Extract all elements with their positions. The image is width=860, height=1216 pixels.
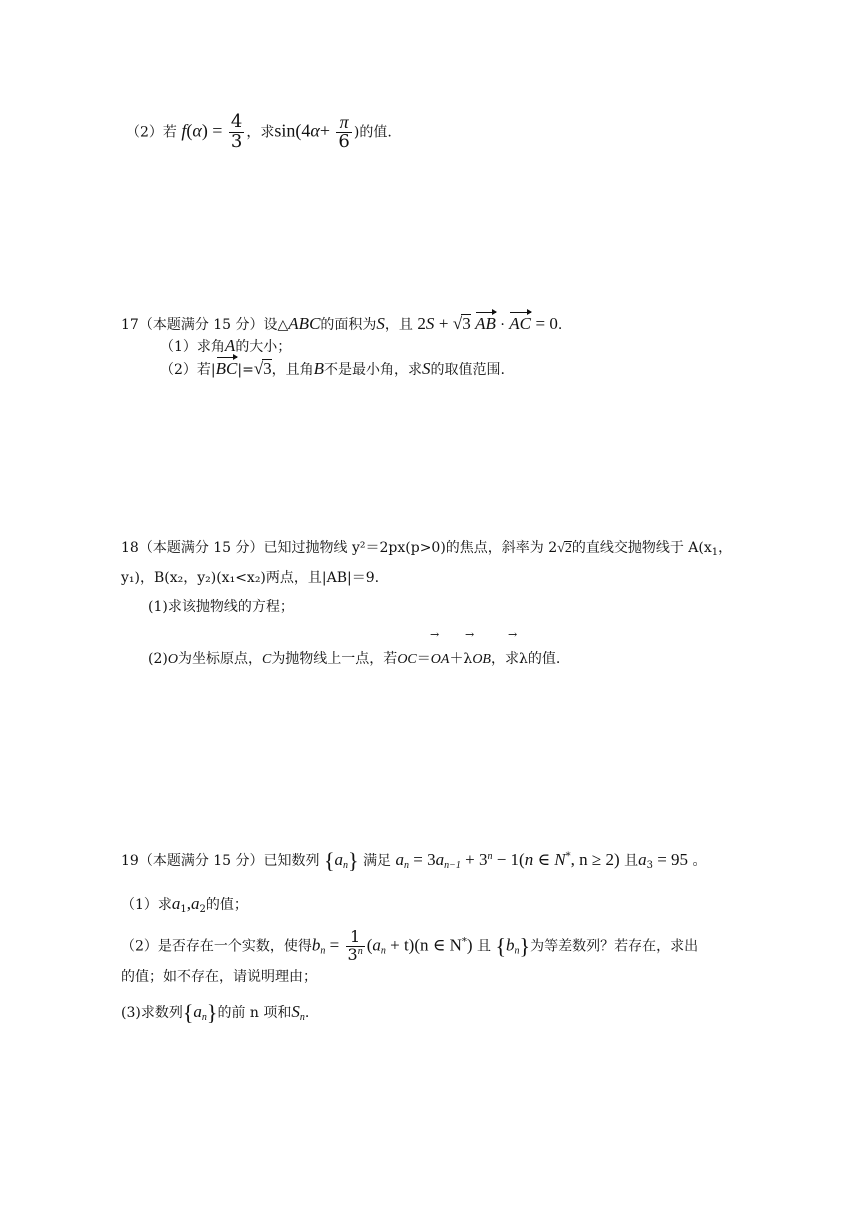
vector-arrow-ob: → <box>508 628 518 641</box>
q19-part2: （2）是否存在一个实数，使得$b_n$ = $\frac{1}{3^n}$ $(a_n + t)(n$ ∈ N*) 且 $\{b_n\}$为等差数列？若存在，求出 <box>121 927 699 964</box>
q19-header: 19（本题满分 15 分）已知数列 $\{a_n\}$ 满足 $a_n = 3a_{n-1} + 3^n - 1(n$ ∈ N*, n ≥ 2) 且$a_3 = 95$ 。 <box>121 848 707 873</box>
vector-arrow-oa: → <box>465 628 475 641</box>
q17-part2: （2）若|BC|=√3，且角B不是最小角，求S的取值范围. <box>160 359 505 378</box>
q18-part2: (2)O为坐标原点，C为抛物线上一点，若OC＝OA＋λOB，求λ的值. <box>148 651 561 667</box>
q19-part1: （1）求$a_1,a_2$的值； <box>121 894 248 915</box>
q18-line1: 18（本题满分 15 分）已知过抛物线 y²＝2px(p>0)的焦点，斜率为 2√2的直线交抛物线于 $A(x_1$， <box>121 540 733 558</box>
q16-part2: （2）若 f(α) = $\frac{4}{3}$ ，求sin(4α+ $\frac{\pi}{6}$ )的值. <box>126 111 392 152</box>
q17-part1: （1）求角A的大小； <box>160 336 292 355</box>
fraction-one-over-3n: $\frac{1}{3^n}$ <box>347 927 363 964</box>
fraction-pi-sixth: $\frac{\pi}{6}$ <box>338 112 350 152</box>
vector-arrow-oc: → <box>430 628 440 641</box>
q18-line2: y₁)，B(x₂，y₂)(x₁<x₂)两点，且|AB|＝9. <box>121 570 380 586</box>
q19-part3: (3)求数列$\{a_n\}$的前 n 项和$S_n$. <box>121 1000 310 1025</box>
q18-part1: (1)求该抛物线的方程； <box>148 599 294 615</box>
q17-header: 17（本题满分 15 分）设△ABC的面积为S，且 2S + √3 AB · AC = 0. <box>121 314 563 333</box>
fraction-four-thirds: $\frac{4}{3}$ <box>230 111 243 152</box>
q19-part2-line2: 的值；如不存在，请说明理由； <box>121 969 317 985</box>
